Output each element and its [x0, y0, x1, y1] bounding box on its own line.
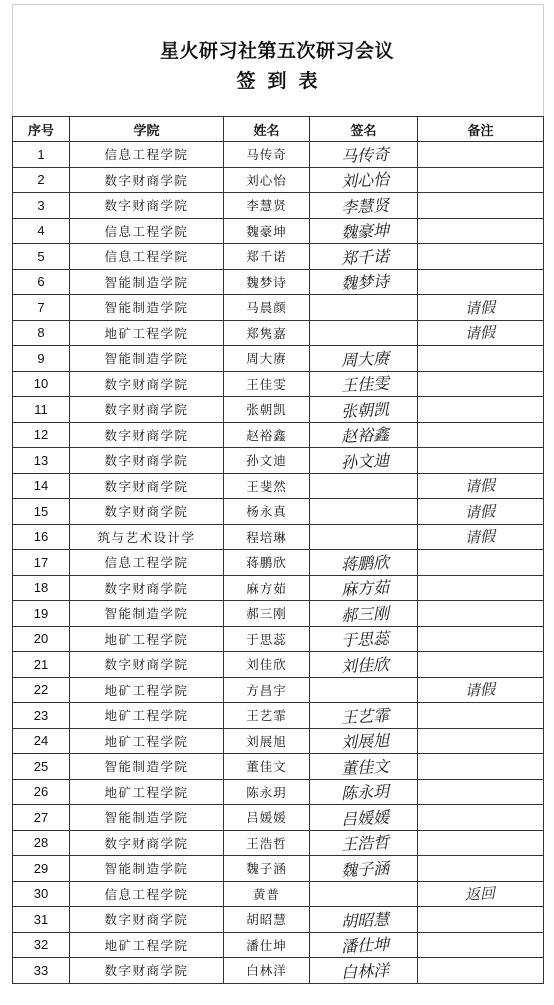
row-school: 数字财商学院 — [70, 448, 224, 474]
row-school: 智能制造学院 — [70, 295, 224, 321]
row-number: 3 — [13, 193, 70, 219]
row-school: 信息工程学院 — [70, 881, 224, 907]
header-name: 姓名 — [224, 117, 310, 142]
row-remark-cell — [418, 346, 544, 372]
row-number: 9 — [13, 346, 70, 372]
handwritten-signature: 郝三刚 — [341, 603, 391, 625]
row-school: 信息工程学院 — [70, 218, 224, 244]
row-number: 31 — [13, 907, 70, 933]
row-school: 智能制造学院 — [70, 754, 224, 780]
row-signature-cell — [310, 371, 418, 397]
row-number: 10 — [13, 371, 70, 397]
row-school: 数字财商学院 — [70, 652, 224, 678]
row-name: 白林洋 — [224, 958, 310, 984]
row-name: 张朝凯 — [224, 397, 310, 423]
row-school: 信息工程学院 — [70, 244, 224, 270]
row-school: 地矿工程学院 — [70, 320, 224, 346]
row-remark-cell — [418, 422, 544, 448]
row-school: 数字财商学院 — [70, 499, 224, 525]
row-school: 智能制造学院 — [70, 601, 224, 627]
row-signature-cell — [310, 295, 418, 321]
table-row — [13, 167, 544, 193]
row-remark-cell — [418, 907, 544, 933]
row-number: 20 — [13, 626, 70, 652]
handwritten-signature: 王佳雯 — [341, 373, 391, 396]
handwritten-signature: 胡昭慧 — [341, 909, 391, 931]
row-name: 魏豪坤 — [224, 218, 310, 244]
row-name: 赵裕鑫 — [224, 422, 310, 448]
row-signature-cell — [310, 779, 418, 805]
header-remark: 备注 — [418, 117, 544, 142]
table-row — [13, 371, 544, 397]
row-remark-cell — [418, 805, 544, 831]
row-name: 吕媛媛 — [224, 805, 310, 831]
row-remark-cell — [418, 524, 544, 550]
row-school: 数字财商学院 — [70, 958, 224, 984]
row-remark-cell — [418, 320, 544, 346]
row-number: 2 — [13, 167, 70, 193]
row-signature-cell — [310, 499, 418, 525]
row-school: 地矿工程学院 — [70, 932, 224, 958]
table-row — [13, 575, 544, 601]
row-remark-cell — [418, 626, 544, 652]
row-name: 马晨颜 — [224, 295, 310, 321]
row-school: 数字财商学院 — [70, 575, 224, 601]
table-row — [13, 550, 544, 576]
row-signature-cell — [310, 320, 418, 346]
table-row — [13, 448, 544, 474]
row-remark-cell — [418, 703, 544, 729]
row-number: 32 — [13, 932, 70, 958]
handwritten-signature: 王浩哲 — [341, 832, 391, 855]
row-school: 筑与艺术设计学 — [70, 524, 224, 550]
row-remark-cell — [418, 295, 544, 321]
document-subtitle: 签到表 — [236, 70, 330, 92]
row-school: 信息工程学院 — [70, 142, 224, 168]
row-name: 胡昭慧 — [224, 907, 310, 933]
row-signature-cell — [310, 550, 418, 576]
row-remark-cell — [418, 550, 544, 576]
row-remark-cell — [418, 677, 544, 703]
row-remark-cell — [418, 881, 544, 907]
row-remark-cell — [418, 728, 544, 754]
row-remark-cell — [418, 652, 544, 678]
row-number: 5 — [13, 244, 70, 270]
header-number: 序号 — [13, 117, 70, 142]
row-remark-cell — [418, 754, 544, 780]
row-number: 19 — [13, 601, 70, 627]
handwritten-remark: 请假 — [465, 476, 496, 497]
handwritten-signature: 赵裕鑫 — [341, 424, 391, 447]
row-number: 26 — [13, 779, 70, 805]
handwritten-remark: 返回 — [465, 884, 496, 905]
row-name: 于思蕊 — [224, 626, 310, 652]
table-row — [13, 244, 544, 270]
row-number: 7 — [13, 295, 70, 321]
row-number: 33 — [13, 958, 70, 984]
row-signature-cell — [310, 346, 418, 372]
handwritten-signature: 于思蕊 — [341, 628, 391, 651]
row-number: 28 — [13, 830, 70, 856]
row-number: 30 — [13, 881, 70, 907]
row-number: 11 — [13, 397, 70, 423]
row-remark-cell — [418, 244, 544, 270]
row-signature-cell — [310, 626, 418, 652]
row-school: 数字财商学院 — [70, 167, 224, 193]
document-title: 星火研习社第五次研习会议 — [159, 40, 394, 62]
handwritten-signature: 吕媛媛 — [341, 807, 391, 829]
row-remark-cell — [418, 448, 544, 474]
handwritten-signature: 魏子涵 — [341, 858, 391, 880]
row-signature-cell — [310, 958, 418, 984]
row-signature-cell — [310, 269, 418, 295]
table-row — [13, 346, 544, 372]
row-school: 智能制造学院 — [70, 805, 224, 831]
table-row — [13, 397, 544, 423]
row-name: 刘展旭 — [224, 728, 310, 754]
row-number: 25 — [13, 754, 70, 780]
row-name: 方昌宇 — [224, 677, 310, 703]
row-signature-cell — [310, 881, 418, 907]
row-remark-cell — [418, 473, 544, 499]
row-name: 王斐然 — [224, 473, 310, 499]
row-name: 黄普 — [224, 881, 310, 907]
header-school: 学院 — [70, 117, 224, 142]
row-signature-cell — [310, 397, 418, 423]
table-row — [13, 524, 544, 550]
row-remark-cell — [418, 269, 544, 295]
row-number: 12 — [13, 422, 70, 448]
handwritten-remark: 请假 — [465, 680, 496, 701]
row-remark-cell — [418, 601, 544, 627]
row-signature-cell — [310, 218, 418, 244]
row-number: 1 — [13, 142, 70, 168]
handwritten-signature: 刘展旭 — [341, 730, 391, 753]
row-remark-cell — [418, 932, 544, 958]
handwritten-signature: 刘佳欣 — [341, 654, 391, 676]
table-row — [13, 932, 544, 958]
row-name: 郝三刚 — [224, 601, 310, 627]
table-row — [13, 193, 544, 219]
row-school: 数字财商学院 — [70, 907, 224, 933]
row-signature-cell — [310, 473, 418, 499]
row-remark-cell — [418, 779, 544, 805]
row-number: 4 — [13, 218, 70, 244]
row-name: 魏梦诗 — [224, 269, 310, 295]
row-school: 数字财商学院 — [70, 422, 224, 448]
row-name: 郑千诺 — [224, 244, 310, 270]
table-row — [13, 295, 544, 321]
table-row — [13, 703, 544, 729]
row-name: 李慧贤 — [224, 193, 310, 219]
handwritten-signature: 马传奇 — [341, 144, 391, 166]
row-school: 地矿工程学院 — [70, 677, 224, 703]
row-school: 信息工程学院 — [70, 550, 224, 576]
row-remark-cell — [418, 397, 544, 423]
handwritten-signature: 潘仕坤 — [341, 934, 391, 957]
row-signature-cell — [310, 703, 418, 729]
row-name: 蒋鹏欣 — [224, 550, 310, 576]
table-row — [13, 856, 544, 882]
row-signature-cell — [310, 244, 418, 270]
row-signature-cell — [310, 167, 418, 193]
row-signature-cell — [310, 652, 418, 678]
row-name: 周大赓 — [224, 346, 310, 372]
handwritten-remark: 请假 — [465, 527, 496, 548]
row-name: 杨永真 — [224, 499, 310, 525]
handwritten-signature: 孙文迪 — [341, 450, 391, 472]
handwritten-signature: 魏梦诗 — [341, 271, 391, 294]
handwritten-signature: 张朝凯 — [341, 399, 391, 421]
row-school: 数字财商学院 — [70, 830, 224, 856]
row-school: 数字财商学院 — [70, 397, 224, 423]
row-name: 孙文迪 — [224, 448, 310, 474]
table-row — [13, 473, 544, 499]
handwritten-remark: 请假 — [465, 323, 496, 344]
row-remark-cell — [418, 371, 544, 397]
row-name: 刘佳欣 — [224, 652, 310, 678]
row-number: 27 — [13, 805, 70, 831]
row-signature-cell — [310, 422, 418, 448]
handwritten-signature: 蒋鹏欣 — [341, 552, 391, 574]
handwritten-signature: 周大赓 — [341, 348, 391, 370]
row-remark-cell — [418, 499, 544, 525]
row-number: 23 — [13, 703, 70, 729]
table-row — [13, 805, 544, 831]
row-signature-cell — [310, 524, 418, 550]
row-signature-cell — [310, 754, 418, 780]
row-school: 地矿工程学院 — [70, 728, 224, 754]
row-remark-cell — [418, 218, 544, 244]
row-school: 智能制造学院 — [70, 269, 224, 295]
row-school: 数字财商学院 — [70, 473, 224, 499]
row-name: 王浩哲 — [224, 830, 310, 856]
row-school: 智能制造学院 — [70, 346, 224, 372]
row-name: 刘心怡 — [224, 167, 310, 193]
row-number: 14 — [13, 473, 70, 499]
row-signature-cell — [310, 830, 418, 856]
table-row — [13, 626, 544, 652]
row-signature-cell — [310, 142, 418, 168]
row-school: 智能制造学院 — [70, 856, 224, 882]
handwritten-signature: 董佳文 — [341, 756, 391, 778]
row-name: 陈永玥 — [224, 779, 310, 805]
table-row — [13, 830, 544, 856]
row-number: 18 — [13, 575, 70, 601]
row-remark-cell — [418, 167, 544, 193]
table-row — [13, 728, 544, 754]
signin-table — [12, 116, 544, 984]
table-body — [13, 142, 544, 984]
row-name: 程培琳 — [224, 524, 310, 550]
row-name: 潘仕坤 — [224, 932, 310, 958]
row-remark-cell — [418, 193, 544, 219]
handwritten-signature: 魏豪坤 — [341, 220, 391, 243]
row-remark-cell — [418, 856, 544, 882]
row-remark-cell — [418, 958, 544, 984]
row-school: 地矿工程学院 — [70, 703, 224, 729]
row-number: 13 — [13, 448, 70, 474]
row-school: 数字财商学院 — [70, 193, 224, 219]
row-name: 郑隽嘉 — [224, 320, 310, 346]
table-row — [13, 779, 544, 805]
table-row — [13, 422, 544, 448]
table-row — [13, 652, 544, 678]
table-row — [13, 754, 544, 780]
row-name: 董佳文 — [224, 754, 310, 780]
row-number: 8 — [13, 320, 70, 346]
row-signature-cell — [310, 601, 418, 627]
row-signature-cell — [310, 907, 418, 933]
row-number: 29 — [13, 856, 70, 882]
row-school: 地矿工程学院 — [70, 626, 224, 652]
row-signature-cell — [310, 728, 418, 754]
row-school: 地矿工程学院 — [70, 779, 224, 805]
header-signature: 签名 — [310, 117, 418, 142]
row-signature-cell — [310, 805, 418, 831]
row-name: 马传奇 — [224, 142, 310, 168]
row-remark-cell — [418, 830, 544, 856]
handwritten-signature: 王艺霏 — [341, 705, 391, 727]
row-number: 21 — [13, 652, 70, 678]
table-row — [13, 601, 544, 627]
row-signature-cell — [310, 856, 418, 882]
table-row — [13, 881, 544, 907]
table-header-row — [13, 117, 544, 142]
row-number: 16 — [13, 524, 70, 550]
row-remark-cell — [418, 142, 544, 168]
row-number: 24 — [13, 728, 70, 754]
row-number: 6 — [13, 269, 70, 295]
row-name: 魏子涵 — [224, 856, 310, 882]
handwritten-signature: 陈永玥 — [341, 781, 391, 804]
row-remark-cell — [418, 575, 544, 601]
row-signature-cell — [310, 677, 418, 703]
table-row — [13, 958, 544, 984]
table-row — [13, 142, 544, 168]
handwritten-signature: 郑千诺 — [341, 246, 391, 268]
handwritten-signature: 麻方茹 — [341, 577, 391, 600]
row-school: 数字财商学院 — [70, 371, 224, 397]
table-row — [13, 499, 544, 525]
table-row — [13, 218, 544, 244]
row-signature-cell — [310, 575, 418, 601]
row-signature-cell — [310, 932, 418, 958]
handwritten-signature: 白林洋 — [341, 960, 391, 982]
table-row — [13, 677, 544, 703]
table-row — [13, 269, 544, 295]
row-signature-cell — [310, 448, 418, 474]
handwritten-signature: 李慧贤 — [341, 195, 391, 217]
handwritten-remark: 请假 — [465, 501, 496, 522]
row-name: 麻方茹 — [224, 575, 310, 601]
table-row — [13, 907, 544, 933]
row-name: 王艺霏 — [224, 703, 310, 729]
handwritten-remark: 请假 — [465, 297, 496, 318]
row-number: 17 — [13, 550, 70, 576]
row-signature-cell — [310, 193, 418, 219]
table-row — [13, 320, 544, 346]
row-number: 15 — [13, 499, 70, 525]
top-rule — [12, 4, 544, 5]
row-name: 王佳雯 — [224, 371, 310, 397]
handwritten-signature: 刘心怡 — [341, 169, 391, 192]
row-number: 22 — [13, 677, 70, 703]
